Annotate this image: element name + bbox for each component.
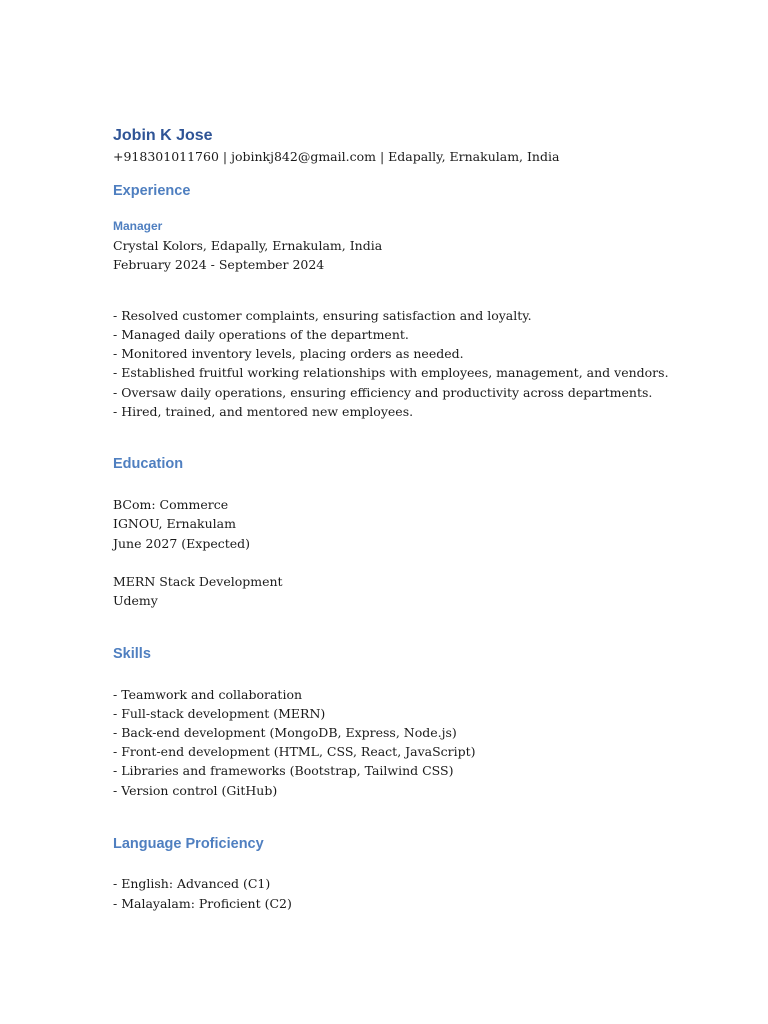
job-title: Manager <box>113 219 163 233</box>
language-item: - Malayalam: Proficient (C2) <box>113 896 292 911</box>
skills-heading: Skills <box>113 646 151 662</box>
education-institution: IGNOU, Ernakulam <box>113 516 236 531</box>
experience-bullet: - Established fruitful working relationships with employees, management, and vendors. <box>113 365 669 380</box>
experience-bullet: - Oversaw daily operations, ensuring efficiency and productivity across departments. <box>113 385 653 400</box>
language-item: - English: Advanced (C1) <box>113 876 271 891</box>
experience-heading: Experience <box>113 183 191 199</box>
skill-item: - Front-end development (HTML, CSS, React, JavaScript) <box>113 744 476 759</box>
education-institution: Udemy <box>113 593 158 608</box>
experience-bullet: - Resolved customer complaints, ensuring satisfaction and loyalty. <box>113 308 532 323</box>
education-degree: BCom: Commerce <box>113 497 229 512</box>
employer: Crystal Kolors, Edapally, Ernakulam, India <box>113 238 383 253</box>
experience-bullet: - Monitored inventory levels, placing orders as needed. <box>113 346 464 361</box>
candidate-name: Jobin K Jose <box>113 127 213 144</box>
language-heading: Language Proficiency <box>113 836 264 852</box>
skill-item: - Version control (GitHub) <box>113 783 278 798</box>
skill-item: - Back-end development (MongoDB, Express, Node.js) <box>113 725 457 740</box>
contact-line: +918301011760 | jobinkj842@gmail.com | Edapally, Ernakulam, India <box>113 149 560 164</box>
resume-page <box>113 0 733 1024</box>
skill-item: - Full-stack development (MERN) <box>113 706 326 721</box>
employment-dates: February 2024 - September 2024 <box>113 257 325 272</box>
education-date: June 2027 (Expected) <box>113 536 251 551</box>
skill-item: - Teamwork and collaboration <box>113 687 303 702</box>
education-heading: Education <box>113 456 184 472</box>
skill-item: - Libraries and frameworks (Bootstrap, Tailwind CSS) <box>113 763 454 778</box>
education-degree: MERN Stack Development <box>113 574 283 589</box>
experience-bullet: - Managed daily operations of the department. <box>113 327 409 342</box>
experience-bullet: - Hired, trained, and mentored new employees. <box>113 404 414 419</box>
